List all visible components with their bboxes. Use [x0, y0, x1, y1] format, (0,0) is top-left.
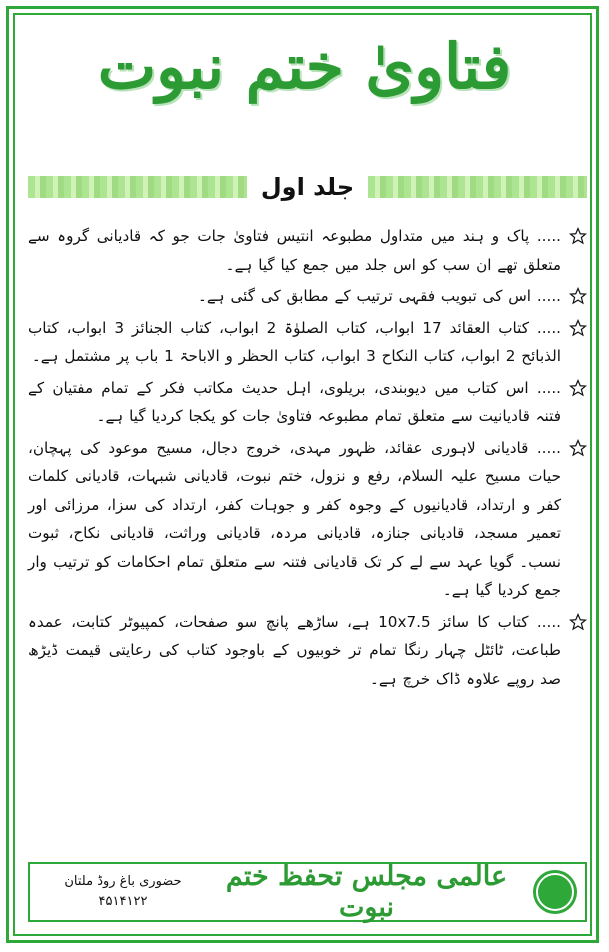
list-item [28, 608, 587, 694]
star-icon [569, 438, 587, 456]
star-icon [569, 612, 587, 630]
list-item-text: ..... کتاب العقائد 17 ابواب، کتاب الصلوٰۃ 2 ابواب، کتاب الجنائز 3 ابواب، کتاب الذبائح 2 ابواب، کتاب النکاح 3 ابواب، کتاب الحظر و الاباحۃ 1 باب پر مشتمل ہے۔ [28, 318, 562, 365]
feature-list [28, 222, 587, 696]
volume-label: جلد اول [260, 173, 355, 201]
list-item-text: ..... کتاب کا سائز 10x7.5 ہے، ساڑھے پانچ سو صفحات، کمپیوٹر کتابت، عمدہ طباعت، ٹائٹل چہار رنگا تمام تر خوبیوں کے باوجود کتاب کی رعایتی قیمت ڈیڑھ صد روپے علاوہ ڈاک خرچ ہے۔ [28, 612, 561, 688]
decorative-band-right [368, 176, 587, 198]
address-line: حضوری باغ روڈ ملتان [64, 874, 182, 889]
list-item-text: ..... قادیانی لاہوری عقائد، ظہور مہدی، خروج دجال، مسیح موعود کی پہچان، حیات مسیح علیہ السلام، رفع و نزول، ختم نبوت، قادیانی شبہات، قادیانی کلمات کفر و ارتداد، قادیانیوں کے وجوہ کفر و جوہات کفر، ارتداد کی سزا، مرزائی اور تعمیر مسجد، قادیانی جنازہ، قادیانی مردہ، قادیانی وراثت، قادیانی نکاح، ثبوت نسب۔ گویا عہد سے لے کر تک قادیانی فتنہ سے متعلق تمام احکامات کو ترتیب وار جمع کردیا گیا ہے۔ [28, 438, 561, 599]
list-item-text: ..... پاک و ہند میں متداول مطبوعہ انتیس فتاویٰ جات جو کہ قادیانی گروہ سے متعلق تھے ان سب کو اس جلد میں جمع کیا گیا ہے۔ [28, 227, 561, 274]
page-title: فتاویٰ ختم نبوت [97, 30, 512, 103]
seal-icon [533, 870, 577, 914]
list-item [28, 434, 587, 605]
star-icon [569, 318, 587, 336]
star-icon [569, 286, 587, 304]
list-item [28, 374, 587, 431]
phone-number: ۴۵۱۴۱۲۲ [98, 894, 148, 909]
star-icon [569, 378, 587, 396]
list-item-text: ..... اس کتاب میں دیوبندی، بریلوی، اہل حدیث مکاتب فکر کے تمام مفتیان کے فتنہ قادیانیت سے متعلق تمام مطبوعہ فتاویٰ جات کو یکجا کردیا گیا ہے۔ [28, 378, 561, 425]
star-icon [569, 226, 587, 244]
address-block [30, 872, 208, 912]
decorative-band-left [28, 176, 247, 198]
footer-box [28, 862, 587, 922]
list-item [28, 222, 587, 279]
organization-name: عالمی مجلس تحفظ ختم نبوت [225, 861, 508, 923]
list-item [28, 314, 587, 371]
list-item [28, 282, 587, 311]
volume-row [28, 170, 587, 204]
list-item-text: ..... اس کی تبویب فقہی ترتیب کے مطابق کی گئی ہے۔ [198, 287, 561, 305]
